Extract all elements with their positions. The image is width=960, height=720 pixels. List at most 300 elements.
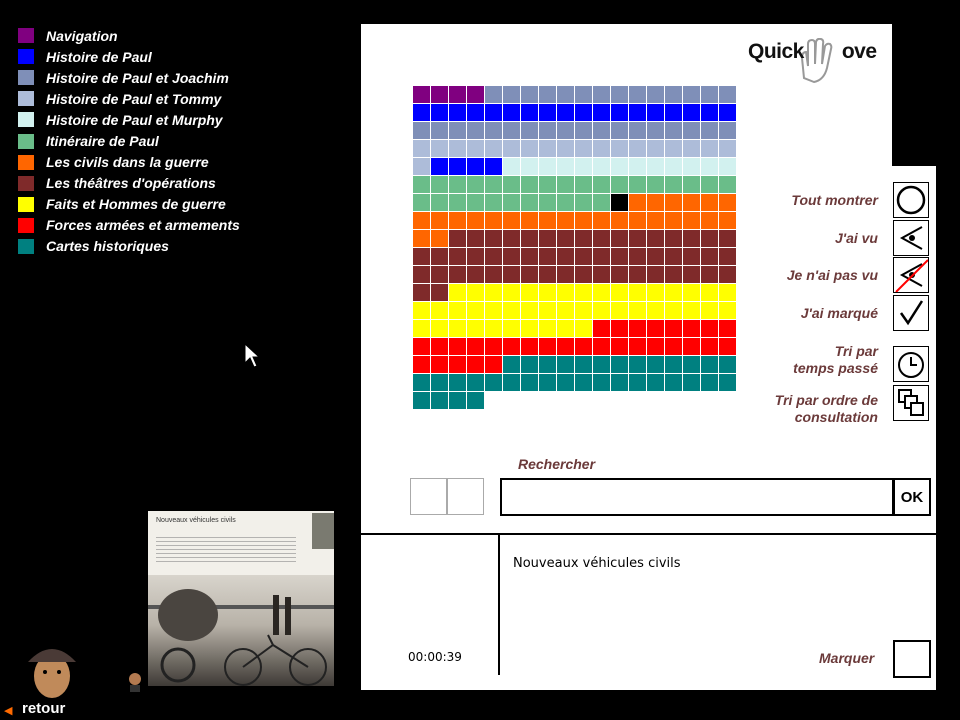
seen-button[interactable] (893, 220, 929, 256)
grid-cell[interactable] (539, 248, 556, 265)
grid-cell[interactable] (467, 392, 484, 409)
grid-cell[interactable] (575, 212, 592, 229)
grid-cell[interactable] (683, 248, 700, 265)
legend-item[interactable] (18, 130, 240, 151)
grid-cell[interactable] (719, 248, 736, 265)
grid-cell[interactable] (539, 338, 556, 355)
legend-item[interactable] (18, 215, 240, 236)
grid-cell[interactable] (629, 284, 646, 301)
grid-cell[interactable] (485, 284, 502, 301)
grid-cell[interactable] (701, 122, 718, 139)
grid-cell[interactable] (539, 320, 556, 337)
grid-cell[interactable] (683, 122, 700, 139)
grid-cell[interactable] (701, 104, 718, 121)
grid-cell[interactable] (431, 122, 448, 139)
grid-cell[interactable] (539, 158, 556, 175)
grid-cell[interactable] (413, 158, 430, 175)
grid-cell[interactable] (431, 176, 448, 193)
grid-cell[interactable] (701, 248, 718, 265)
grid-cell[interactable] (557, 266, 574, 283)
grid-cell[interactable] (701, 338, 718, 355)
grid-cell[interactable] (575, 86, 592, 103)
grid-cell[interactable] (485, 176, 502, 193)
grid-cell[interactable] (647, 86, 664, 103)
grid-cell[interactable] (647, 104, 664, 121)
grid-cell[interactable] (539, 176, 556, 193)
grid-cell[interactable] (611, 374, 628, 391)
grid-cell[interactable] (593, 140, 610, 157)
grid-cell[interactable] (701, 176, 718, 193)
grid-cell[interactable] (413, 212, 430, 229)
marked-button[interactable] (893, 295, 929, 331)
grid-cell[interactable] (557, 248, 574, 265)
grid-cell[interactable] (557, 338, 574, 355)
grid-cell[interactable] (467, 374, 484, 391)
grid-cell[interactable] (719, 230, 736, 247)
grid-cell[interactable] (647, 194, 664, 211)
content-grid[interactable] (413, 86, 737, 410)
grid-cell[interactable] (593, 176, 610, 193)
grid-cell[interactable] (503, 122, 520, 139)
grid-cell[interactable] (485, 302, 502, 319)
grid-cell[interactable] (449, 338, 466, 355)
grid-cell[interactable] (665, 356, 682, 373)
grid-cell[interactable] (629, 356, 646, 373)
grid-cell[interactable] (521, 248, 538, 265)
grid-cell[interactable] (557, 176, 574, 193)
grid-cell[interactable] (611, 266, 628, 283)
grid-cell[interactable] (593, 248, 610, 265)
grid-cell[interactable] (539, 302, 556, 319)
grid-cell[interactable] (629, 302, 646, 319)
grid-cell[interactable] (665, 248, 682, 265)
legend-item[interactable] (18, 152, 240, 173)
grid-cell[interactable] (611, 194, 628, 211)
grid-cell[interactable] (449, 158, 466, 175)
show-all-button[interactable] (893, 182, 929, 218)
grid-cell[interactable] (665, 338, 682, 355)
grid-cell[interactable] (449, 104, 466, 121)
grid-cell[interactable] (431, 284, 448, 301)
grid-cell[interactable] (683, 140, 700, 157)
sort-by-consultation-button[interactable] (893, 385, 929, 421)
grid-cell[interactable] (539, 104, 556, 121)
grid-cell[interactable] (629, 86, 646, 103)
grid-cell[interactable] (683, 86, 700, 103)
grid-cell[interactable] (431, 86, 448, 103)
grid-cell[interactable] (701, 374, 718, 391)
grid-cell[interactable] (521, 302, 538, 319)
grid-cell[interactable] (557, 158, 574, 175)
legend-item[interactable] (18, 25, 240, 46)
grid-cell[interactable] (557, 122, 574, 139)
grid-cell[interactable] (575, 320, 592, 337)
grid-cell[interactable] (647, 320, 664, 337)
grid-cell[interactable] (611, 356, 628, 373)
grid-cell[interactable] (503, 266, 520, 283)
search-input[interactable] (500, 478, 894, 516)
legend-item[interactable] (18, 46, 240, 67)
grid-cell[interactable] (611, 320, 628, 337)
back-arrow-icon[interactable]: ◀ (4, 705, 13, 717)
grid-cell[interactable] (485, 140, 502, 157)
grid-cell[interactable] (665, 284, 682, 301)
grid-cell[interactable] (611, 338, 628, 355)
grid-cell[interactable] (683, 374, 700, 391)
grid-cell[interactable] (449, 374, 466, 391)
grid-cell[interactable] (683, 338, 700, 355)
grid-cell[interactable] (485, 248, 502, 265)
grid-cell[interactable] (557, 302, 574, 319)
grid-cell[interactable] (413, 374, 430, 391)
grid-cell[interactable] (629, 212, 646, 229)
grid-cell[interactable] (629, 248, 646, 265)
grid-cell[interactable] (683, 212, 700, 229)
grid-cell[interactable] (449, 248, 466, 265)
grid-cell[interactable] (449, 176, 466, 193)
grid-cell[interactable] (593, 266, 610, 283)
grid-cell[interactable] (431, 104, 448, 121)
grid-cell[interactable] (521, 230, 538, 247)
grid-cell[interactable] (665, 104, 682, 121)
grid-cell[interactable] (575, 356, 592, 373)
grid-cell[interactable] (449, 266, 466, 283)
grid-cell[interactable] (611, 230, 628, 247)
grid-cell[interactable] (503, 104, 520, 121)
grid-cell[interactable] (485, 212, 502, 229)
grid-cell[interactable] (467, 284, 484, 301)
grid-cell[interactable] (575, 230, 592, 247)
grid-cell[interactable] (665, 176, 682, 193)
grid-cell[interactable] (665, 86, 682, 103)
grid-cell[interactable] (719, 374, 736, 391)
grid-cell[interactable] (629, 230, 646, 247)
grid-cell[interactable] (521, 266, 538, 283)
grid-cell[interactable] (449, 320, 466, 337)
grid-cell[interactable] (683, 176, 700, 193)
grid-cell[interactable] (575, 194, 592, 211)
legend-item[interactable] (18, 236, 240, 257)
grid-cell[interactable] (467, 122, 484, 139)
grid-cell[interactable] (647, 140, 664, 157)
grid-cell[interactable] (521, 176, 538, 193)
grid-cell[interactable] (413, 194, 430, 211)
grid-cell[interactable] (431, 392, 448, 409)
grid-cell[interactable] (575, 122, 592, 139)
grid-cell[interactable] (413, 176, 430, 193)
grid-cell[interactable] (665, 320, 682, 337)
grid-cell[interactable] (467, 86, 484, 103)
grid-cell[interactable] (485, 158, 502, 175)
grid-cell[interactable] (701, 320, 718, 337)
grid-cell[interactable] (449, 122, 466, 139)
grid-cell[interactable] (701, 140, 718, 157)
grid-cell[interactable] (521, 194, 538, 211)
grid-cell[interactable] (575, 104, 592, 121)
grid-cell[interactable] (575, 248, 592, 265)
mark-checkbox[interactable] (893, 640, 931, 678)
grid-cell[interactable] (647, 284, 664, 301)
grid-cell[interactable] (413, 122, 430, 139)
grid-cell[interactable] (521, 374, 538, 391)
grid-cell[interactable] (521, 140, 538, 157)
grid-cell[interactable] (503, 284, 520, 301)
grid-cell[interactable] (647, 212, 664, 229)
grid-cell[interactable] (719, 104, 736, 121)
grid-cell[interactable] (719, 320, 736, 337)
grid-cell[interactable] (485, 338, 502, 355)
grid-cell[interactable] (665, 302, 682, 319)
grid-cell[interactable] (593, 122, 610, 139)
grid-cell[interactable] (611, 284, 628, 301)
grid-cell[interactable] (683, 194, 700, 211)
grid-cell[interactable] (665, 194, 682, 211)
grid-cell[interactable] (503, 302, 520, 319)
grid-cell[interactable] (557, 86, 574, 103)
character-avatar[interactable] (22, 636, 82, 700)
grid-cell[interactable] (611, 248, 628, 265)
grid-cell[interactable] (413, 356, 430, 373)
grid-cell[interactable] (593, 374, 610, 391)
grid-cell[interactable] (593, 302, 610, 319)
grid-cell[interactable] (485, 104, 502, 121)
grid-cell[interactable] (719, 176, 736, 193)
grid-cell[interactable] (467, 338, 484, 355)
grid-cell[interactable] (611, 122, 628, 139)
grid-cell[interactable] (665, 122, 682, 139)
grid-cell[interactable] (665, 140, 682, 157)
grid-cell[interactable] (503, 320, 520, 337)
grid-cell[interactable] (629, 338, 646, 355)
grid-cell[interactable] (593, 230, 610, 247)
grid-cell[interactable] (665, 230, 682, 247)
grid-cell[interactable] (611, 212, 628, 229)
small-character-icon[interactable] (126, 670, 144, 692)
grid-cell[interactable] (449, 392, 466, 409)
grid-cell[interactable] (467, 356, 484, 373)
legend-item[interactable] (18, 67, 240, 88)
grid-cell[interactable] (647, 122, 664, 139)
grid-cell[interactable] (485, 266, 502, 283)
grid-cell[interactable] (467, 158, 484, 175)
grid-cell[interactable] (647, 230, 664, 247)
grid-cell[interactable] (719, 356, 736, 373)
grid-cell[interactable] (413, 104, 430, 121)
grid-cell[interactable] (647, 356, 664, 373)
grid-cell[interactable] (431, 212, 448, 229)
grid-cell[interactable] (683, 104, 700, 121)
grid-cell[interactable] (503, 248, 520, 265)
grid-cell[interactable] (557, 140, 574, 157)
grid-cell[interactable] (647, 338, 664, 355)
grid-cell[interactable] (485, 86, 502, 103)
grid-cell[interactable] (593, 284, 610, 301)
grid-cell[interactable] (521, 320, 538, 337)
grid-cell[interactable] (683, 284, 700, 301)
grid-cell[interactable] (575, 284, 592, 301)
grid-cell[interactable] (503, 176, 520, 193)
grid-cell[interactable] (413, 248, 430, 265)
grid-cell[interactable] (647, 176, 664, 193)
content-thumbnail[interactable] (148, 511, 334, 686)
grid-cell[interactable] (611, 158, 628, 175)
grid-cell[interactable] (647, 302, 664, 319)
grid-cell[interactable] (557, 320, 574, 337)
grid-cell[interactable] (485, 374, 502, 391)
grid-cell[interactable] (557, 284, 574, 301)
grid-cell[interactable] (539, 86, 556, 103)
grid-cell[interactable] (413, 140, 430, 157)
grid-cell[interactable] (539, 374, 556, 391)
grid-cell[interactable] (467, 302, 484, 319)
grid-cell[interactable] (503, 230, 520, 247)
grid-cell[interactable] (611, 176, 628, 193)
legend-item[interactable] (18, 173, 240, 194)
grid-cell[interactable] (413, 230, 430, 247)
grid-cell[interactable] (557, 104, 574, 121)
grid-cell[interactable] (575, 374, 592, 391)
grid-cell[interactable] (485, 230, 502, 247)
grid-cell[interactable] (503, 374, 520, 391)
grid-cell[interactable] (485, 122, 502, 139)
grid-cell[interactable] (719, 122, 736, 139)
grid-cell[interactable] (647, 374, 664, 391)
grid-cell[interactable] (665, 374, 682, 391)
grid-cell[interactable] (611, 86, 628, 103)
grid-cell[interactable] (629, 176, 646, 193)
grid-cell[interactable] (575, 140, 592, 157)
grid-cell[interactable] (431, 320, 448, 337)
grid-cell[interactable] (629, 374, 646, 391)
grid-cell[interactable] (593, 356, 610, 373)
grid-cell[interactable] (503, 338, 520, 355)
grid-cell[interactable] (539, 356, 556, 373)
grid-cell[interactable] (467, 212, 484, 229)
grid-cell[interactable] (719, 338, 736, 355)
next-result-box[interactable] (447, 478, 484, 515)
grid-cell[interactable] (719, 266, 736, 283)
grid-cell[interactable] (413, 266, 430, 283)
grid-cell[interactable] (701, 212, 718, 229)
grid-cell[interactable] (413, 86, 430, 103)
grid-cell[interactable] (413, 338, 430, 355)
grid-cell[interactable] (431, 140, 448, 157)
grid-cell[interactable] (539, 212, 556, 229)
grid-cell[interactable] (593, 320, 610, 337)
grid-cell[interactable] (431, 248, 448, 265)
grid-cell[interactable] (701, 194, 718, 211)
grid-cell[interactable] (629, 320, 646, 337)
grid-cell[interactable] (701, 158, 718, 175)
grid-cell[interactable] (521, 104, 538, 121)
grid-cell[interactable] (431, 356, 448, 373)
grid-cell[interactable] (467, 320, 484, 337)
grid-cell[interactable] (629, 104, 646, 121)
grid-cell[interactable] (665, 266, 682, 283)
grid-cell[interactable] (449, 212, 466, 229)
grid-cell[interactable] (413, 392, 430, 409)
grid-cell[interactable] (683, 230, 700, 247)
grid-cell[interactable] (593, 338, 610, 355)
grid-cell[interactable] (431, 194, 448, 211)
grid-cell[interactable] (467, 104, 484, 121)
grid-cell[interactable] (719, 86, 736, 103)
grid-cell[interactable] (449, 140, 466, 157)
grid-cell[interactable] (683, 158, 700, 175)
grid-cell[interactable] (503, 86, 520, 103)
grid-cell[interactable] (521, 158, 538, 175)
grid-cell[interactable] (593, 158, 610, 175)
grid-cell[interactable] (467, 248, 484, 265)
grid-cell[interactable] (593, 212, 610, 229)
grid-cell[interactable] (539, 140, 556, 157)
grid-cell[interactable] (431, 302, 448, 319)
grid-cell[interactable] (629, 266, 646, 283)
grid-cell[interactable] (575, 302, 592, 319)
grid-cell[interactable] (449, 284, 466, 301)
grid-cell[interactable] (593, 86, 610, 103)
grid-cell[interactable] (485, 356, 502, 373)
grid-cell[interactable] (701, 302, 718, 319)
grid-cell[interactable] (575, 338, 592, 355)
grid-cell[interactable] (593, 104, 610, 121)
grid-cell[interactable] (665, 212, 682, 229)
grid-cell[interactable] (719, 140, 736, 157)
grid-cell[interactable] (557, 356, 574, 373)
grid-cell[interactable] (629, 140, 646, 157)
grid-cell[interactable] (575, 176, 592, 193)
grid-cell[interactable] (485, 194, 502, 211)
grid-cell[interactable] (539, 194, 556, 211)
grid-cell[interactable] (467, 194, 484, 211)
grid-cell[interactable] (521, 284, 538, 301)
grid-cell[interactable] (503, 158, 520, 175)
grid-cell[interactable] (719, 158, 736, 175)
grid-cell[interactable] (701, 356, 718, 373)
grid-cell[interactable] (539, 122, 556, 139)
grid-cell[interactable] (719, 194, 736, 211)
grid-cell[interactable] (719, 212, 736, 229)
grid-cell[interactable] (647, 248, 664, 265)
grid-cell[interactable] (701, 230, 718, 247)
grid-cell[interactable] (701, 266, 718, 283)
grid-cell[interactable] (503, 212, 520, 229)
legend-item[interactable] (18, 109, 240, 130)
grid-cell[interactable] (539, 230, 556, 247)
grid-cell[interactable] (719, 302, 736, 319)
ok-button[interactable]: OK (893, 478, 931, 516)
grid-cell[interactable] (629, 158, 646, 175)
grid-cell[interactable] (413, 302, 430, 319)
grid-cell[interactable] (503, 140, 520, 157)
grid-cell[interactable] (701, 284, 718, 301)
grid-cell[interactable] (467, 140, 484, 157)
grid-cell[interactable] (431, 374, 448, 391)
grid-cell[interactable] (521, 356, 538, 373)
grid-cell[interactable] (557, 194, 574, 211)
grid-cell[interactable] (449, 86, 466, 103)
grid-cell[interactable] (557, 374, 574, 391)
grid-cell[interactable] (683, 356, 700, 373)
grid-cell[interactable] (647, 266, 664, 283)
grid-cell[interactable] (431, 230, 448, 247)
grid-cell[interactable] (449, 356, 466, 373)
grid-cell[interactable] (521, 338, 538, 355)
not-seen-button[interactable] (893, 257, 929, 293)
grid-cell[interactable] (467, 266, 484, 283)
grid-cell[interactable] (683, 266, 700, 283)
grid-cell[interactable] (521, 212, 538, 229)
